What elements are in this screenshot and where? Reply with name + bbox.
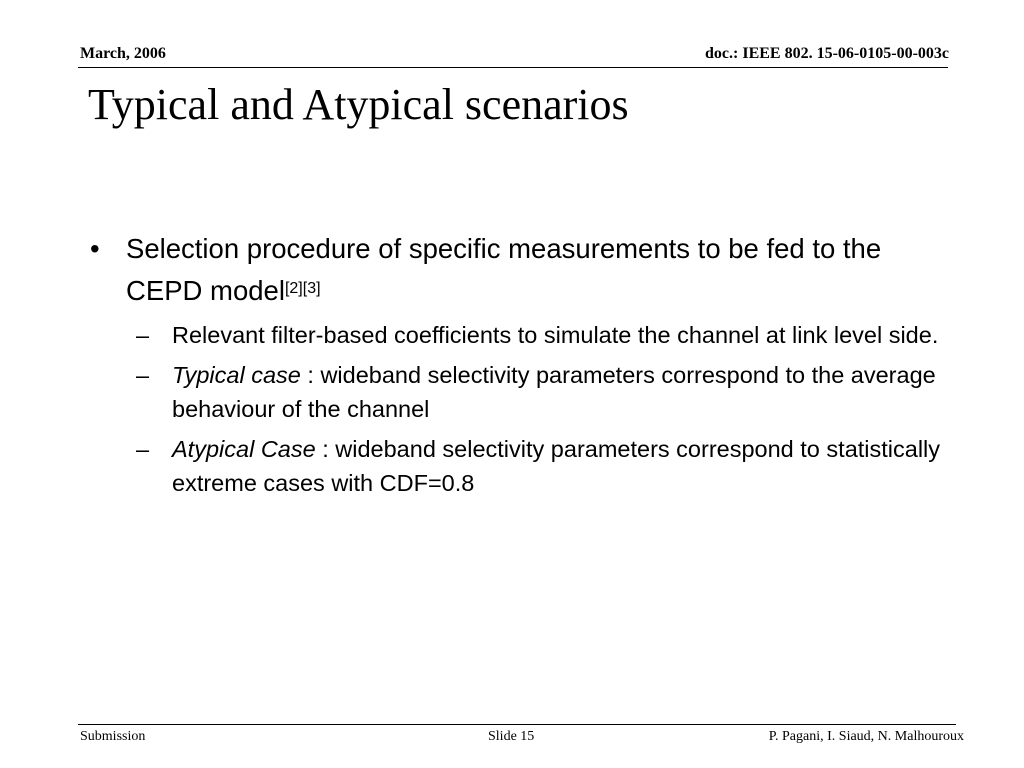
footer-authors: P. Pagani, I. Siaud, N. Malhouroux: [768, 729, 964, 744]
header-divider: [78, 67, 948, 68]
footer-submission: Submission: [80, 729, 146, 744]
dash-marker: –: [136, 436, 150, 462]
bullet-text: Selection procedure of specific measurements to be fed to the CEPD model: [126, 233, 882, 306]
reference-superscript: [2][3]: [284, 280, 321, 297]
sub-bullet-item: [136, 318, 950, 352]
bullet-list: [90, 228, 950, 500]
header-date: March, 2006: [80, 45, 166, 62]
sub-bullet-item: [136, 432, 950, 500]
header-doc-id: doc.: IEEE 802. 15-06-0105-00-003c: [705, 45, 949, 62]
dash-marker: –: [136, 362, 150, 388]
sub-bullet-item: [136, 358, 950, 426]
footer-divider: [78, 724, 956, 725]
bullet-marker: •: [90, 233, 100, 264]
bullet-item-main: [90, 228, 950, 312]
sub-bullet-text: Relevant filter-based coefficients to simulate the channel at link level side.: [172, 322, 939, 348]
dash-marker: –: [136, 322, 150, 348]
sub-bullet-text: : wideband selectivity parameters correspond to statistically extreme cases with CDF=0.8: [172, 436, 941, 496]
slide-title: Typical and Atypical scenarios: [88, 80, 629, 129]
sub-bullet-term: Atypical Case: [172, 436, 316, 462]
sub-bullet-term: Typical case: [172, 362, 301, 388]
sub-bullet-text: : wideband selectivity parameters correspond to the average behaviour of the channel: [172, 362, 936, 422]
footer-slide-number: Slide 15: [488, 729, 535, 744]
